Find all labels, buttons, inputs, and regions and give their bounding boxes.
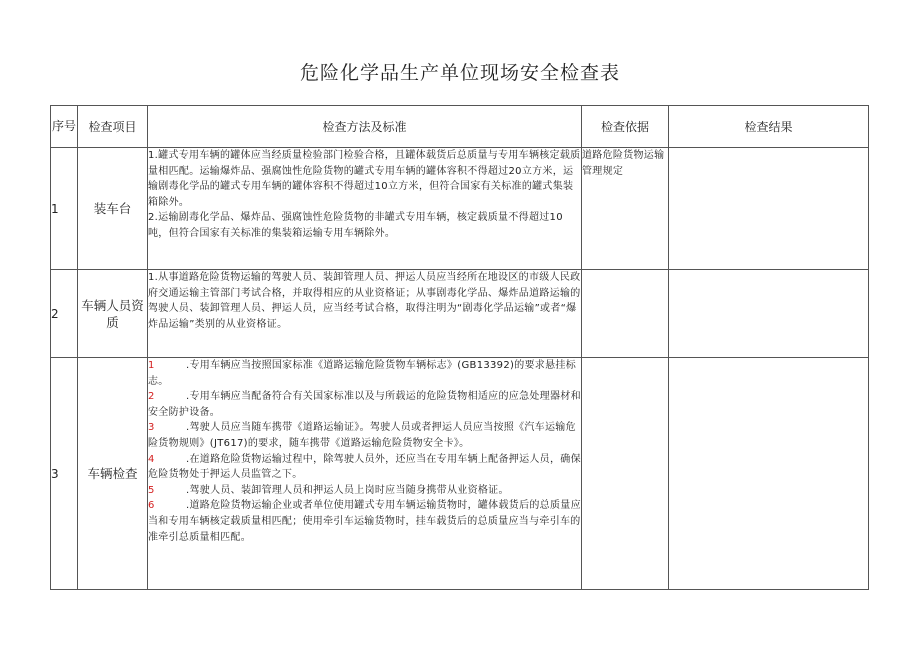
- inspection-table: [50, 105, 869, 590]
- table-row: [51, 270, 869, 358]
- row-no: 2: [51, 270, 78, 358]
- method-clause: [148, 452, 581, 483]
- method-clause: [148, 420, 581, 451]
- header-no: 序号: [51, 106, 78, 148]
- table-row: [51, 358, 869, 590]
- clause-text: .道路危险货物运输企业或者单位使用罐式专用车辆运输货物时，罐体载货后的总质量应当和专用车辆核定载质量相匹配；使用牵引车运输货物时，挂车载货后的总质量应当与牵引车的准牵引总质量相匹配。: [148, 500, 581, 543]
- clause-text: .专用车辆应当按照国家标准《道路运输危险货物车辆标志》(GB13392)的要求悬挂标志。: [148, 360, 577, 387]
- page-title: 危险化学品生产单位现场安全检查表: [299, 62, 620, 84]
- method-clause: [148, 389, 581, 420]
- row-no: 1: [51, 148, 78, 270]
- clause-number: 3: [148, 422, 155, 434]
- row-basis: [582, 358, 669, 590]
- row-result[interactable]: [669, 270, 869, 358]
- clause-number: 5: [148, 484, 155, 496]
- row-method: [148, 148, 582, 270]
- row-no: 3: [51, 358, 78, 590]
- row-method: [148, 270, 582, 358]
- row-item: 装车台: [78, 148, 148, 270]
- clause-number: 2: [148, 391, 155, 403]
- method-clause: 1.从事道路危险货物运输的驾驶人员、装卸管理人员、押运人员应当经所在地设区的市级人民政府交通运输主管部门考试合格，并取得相应的从业资格证；从事剧毒化学品、爆炸品道路运输的驾驶人员、装卸管理人员、押运人员，应当经考试合格，取得注明为“剧毒化学品运输”或者“爆炸品运输”类别的从业资格证。: [148, 272, 581, 330]
- header-method: 检查方法及标准: [148, 106, 582, 148]
- method-clause: [148, 498, 581, 545]
- method-clause: [148, 358, 581, 389]
- clause-text: .专用车辆应当配备符合有关国家标准以及与所载运的危险货物相适应的应急处理器材和安全防护设备。: [148, 391, 581, 418]
- method-clause: 1.罐式专用车辆的罐体应当经质量检验部门检验合格，且罐体载货后总质量与专用车辆核定载质量相匹配。运输爆炸品、强腐蚀性危险货物的罐式专用车辆的罐体容积不得超过20立方米，运输剧毒化学品的罐式专用车辆的罐体容积不得超过10立方米，但符合国家有关标准的罐式集装箱除外。: [148, 150, 581, 208]
- method-list: [148, 358, 581, 579]
- clause-text: .驾驶人员应当随车携带《道路运输证》。驾驶人员或者押运人员应当按照《汽车运输危险货物规则》(JT617)的要求，随车携带《道路运输危险货物安全卡》。: [148, 422, 576, 449]
- method-clause: [148, 483, 581, 499]
- clause-text: .驾驶人员、装卸管理人员和押运人员上岗时应当随身携带从业资格证。: [186, 484, 509, 496]
- table-row: [51, 148, 869, 270]
- row-item: 车辆人员资质: [78, 270, 148, 358]
- clause-number: 6: [148, 500, 155, 512]
- row-item: 车辆检查: [78, 358, 148, 590]
- clause-text: .在道路危险货物运输过程中，除驾驶人员外，还应当在专用车辆上配备押运人员，确保危险货物处于押运人员监管之下。: [148, 453, 581, 481]
- header-item: 检查项目: [78, 106, 148, 148]
- header-result: 检查结果: [669, 106, 869, 148]
- header-basis: 检查依据: [582, 106, 669, 148]
- row-result[interactable]: [669, 148, 869, 270]
- row-method: [148, 358, 582, 590]
- method-clause: 2.运输剧毒化学品、爆炸品、强腐蚀性危险货物的非罐式专用车辆，核定载质量不得超过10吨，但符合国家有关标准的集装箱运输专用车辆除外。: [148, 212, 563, 239]
- row-basis: 道路危险货物运输管理规定: [582, 148, 669, 270]
- row-basis: [582, 270, 669, 358]
- clause-number: 4: [148, 453, 155, 465]
- row-result[interactable]: [669, 358, 869, 590]
- clause-number: 1: [148, 360, 155, 371]
- table-header-row: [51, 106, 869, 148]
